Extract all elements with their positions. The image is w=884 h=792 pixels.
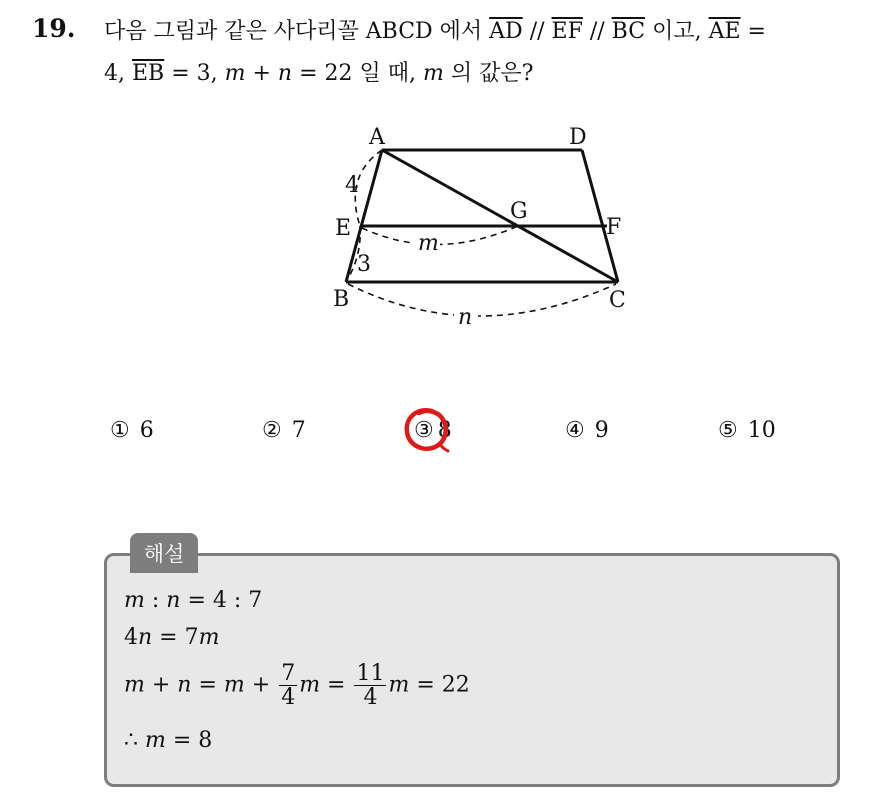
question-line-1: [104, 14, 766, 45]
measure-eb: 3: [357, 252, 371, 277]
ratio-value: = 4 : 7: [180, 588, 263, 613]
choice-marker: ⑤: [718, 418, 738, 443]
var-m: m: [145, 728, 166, 753]
fraction-denominator: 4: [363, 685, 378, 711]
var-n: n: [177, 672, 192, 698]
var-m: m: [388, 672, 410, 698]
plus-sign: +: [244, 672, 278, 698]
var-n: n: [166, 588, 181, 613]
choice-1[interactable]: [110, 418, 154, 443]
label-a: A: [369, 125, 385, 150]
circle-tail: [440, 444, 448, 451]
solution-tab: 해설: [130, 533, 198, 573]
fraction-7-4: [279, 662, 297, 709]
answer-circle-mark: [402, 404, 452, 456]
choice-value: 9: [594, 418, 609, 443]
solution-line-4: [124, 728, 212, 753]
coef: 4: [124, 625, 138, 650]
ae-value: 4,: [104, 61, 132, 86]
plus-sign: +: [144, 672, 178, 698]
label-c: C: [609, 288, 626, 313]
measure-m: m: [418, 231, 439, 256]
parallel-sign: //: [582, 19, 612, 44]
choice-2[interactable]: [262, 418, 306, 443]
measure-n: n: [458, 305, 473, 330]
arc-n: [348, 284, 616, 316]
segment-ae: $\overline{AE}$: [708, 19, 741, 44]
question-text: 의 값은?: [443, 61, 534, 86]
final-answer: = 8: [165, 728, 213, 753]
var-m: m: [223, 672, 245, 698]
var-m: m: [299, 672, 321, 698]
equals-sign: =: [320, 672, 353, 698]
segment-eb: $\overline{EB}$: [131, 61, 165, 86]
var-m: m: [198, 625, 220, 650]
label-e: E: [335, 216, 352, 241]
segment-ef: $\overline{EF}$: [551, 19, 583, 44]
parallel-sign: //: [522, 19, 552, 44]
choice-marker: ③: [414, 418, 434, 443]
solution-line-2: [124, 625, 219, 650]
question-text: = 3,: [164, 61, 225, 86]
choice-marker: ①: [110, 418, 130, 443]
var-m: m: [423, 61, 444, 86]
therefore-sign: ∴: [124, 728, 145, 753]
var-n: n: [277, 61, 293, 86]
solution-line-3: [124, 662, 470, 709]
var-m: m: [124, 588, 145, 613]
var-m: m: [124, 672, 145, 698]
choice-marker: ②: [262, 418, 282, 443]
choice-marker: ④: [565, 418, 585, 443]
question-text: = 22 일 때,: [292, 61, 423, 86]
equation-result: = 22: [409, 672, 470, 698]
segment-bc: $\overline{BC}$: [611, 19, 646, 44]
trapezoid-figure: [326, 114, 636, 334]
label-f: F: [606, 215, 622, 240]
question-line-2: [104, 56, 533, 87]
label-g: G: [510, 199, 528, 224]
ratio-sep: :: [144, 588, 167, 613]
equals-sign: =: [191, 672, 224, 698]
equals-sign: =: [740, 19, 766, 44]
diagonal-ac: [382, 150, 618, 282]
solution-line-1: [124, 588, 262, 613]
segment-ad: $\overline{AD}$: [489, 19, 523, 44]
choice-value: 6: [139, 418, 154, 443]
fraction-11-4: [354, 662, 386, 709]
plus-sign: +: [245, 61, 278, 86]
measure-ae: 4: [345, 173, 359, 198]
fraction-numerator: 11: [356, 661, 385, 686]
choice-5[interactable]: [718, 418, 776, 443]
choice-value: 10: [747, 418, 776, 443]
question-text: 다음 그림과 같은 사다리꼴 ABCD 에서: [104, 19, 490, 44]
label-b: B: [333, 287, 350, 312]
fraction-denominator: 4: [281, 685, 296, 711]
equation-rhs: = 7: [152, 625, 199, 650]
question-number: 19.: [32, 14, 76, 43]
choice-4[interactable]: [565, 418, 609, 443]
choice-value: 8: [437, 418, 452, 443]
var-m: m: [224, 61, 246, 86]
label-d: D: [569, 125, 587, 150]
question-text: 이고,: [645, 19, 709, 44]
choice-value: 7: [291, 418, 306, 443]
fraction-numerator: 7: [281, 661, 296, 686]
var-n: n: [138, 625, 153, 650]
